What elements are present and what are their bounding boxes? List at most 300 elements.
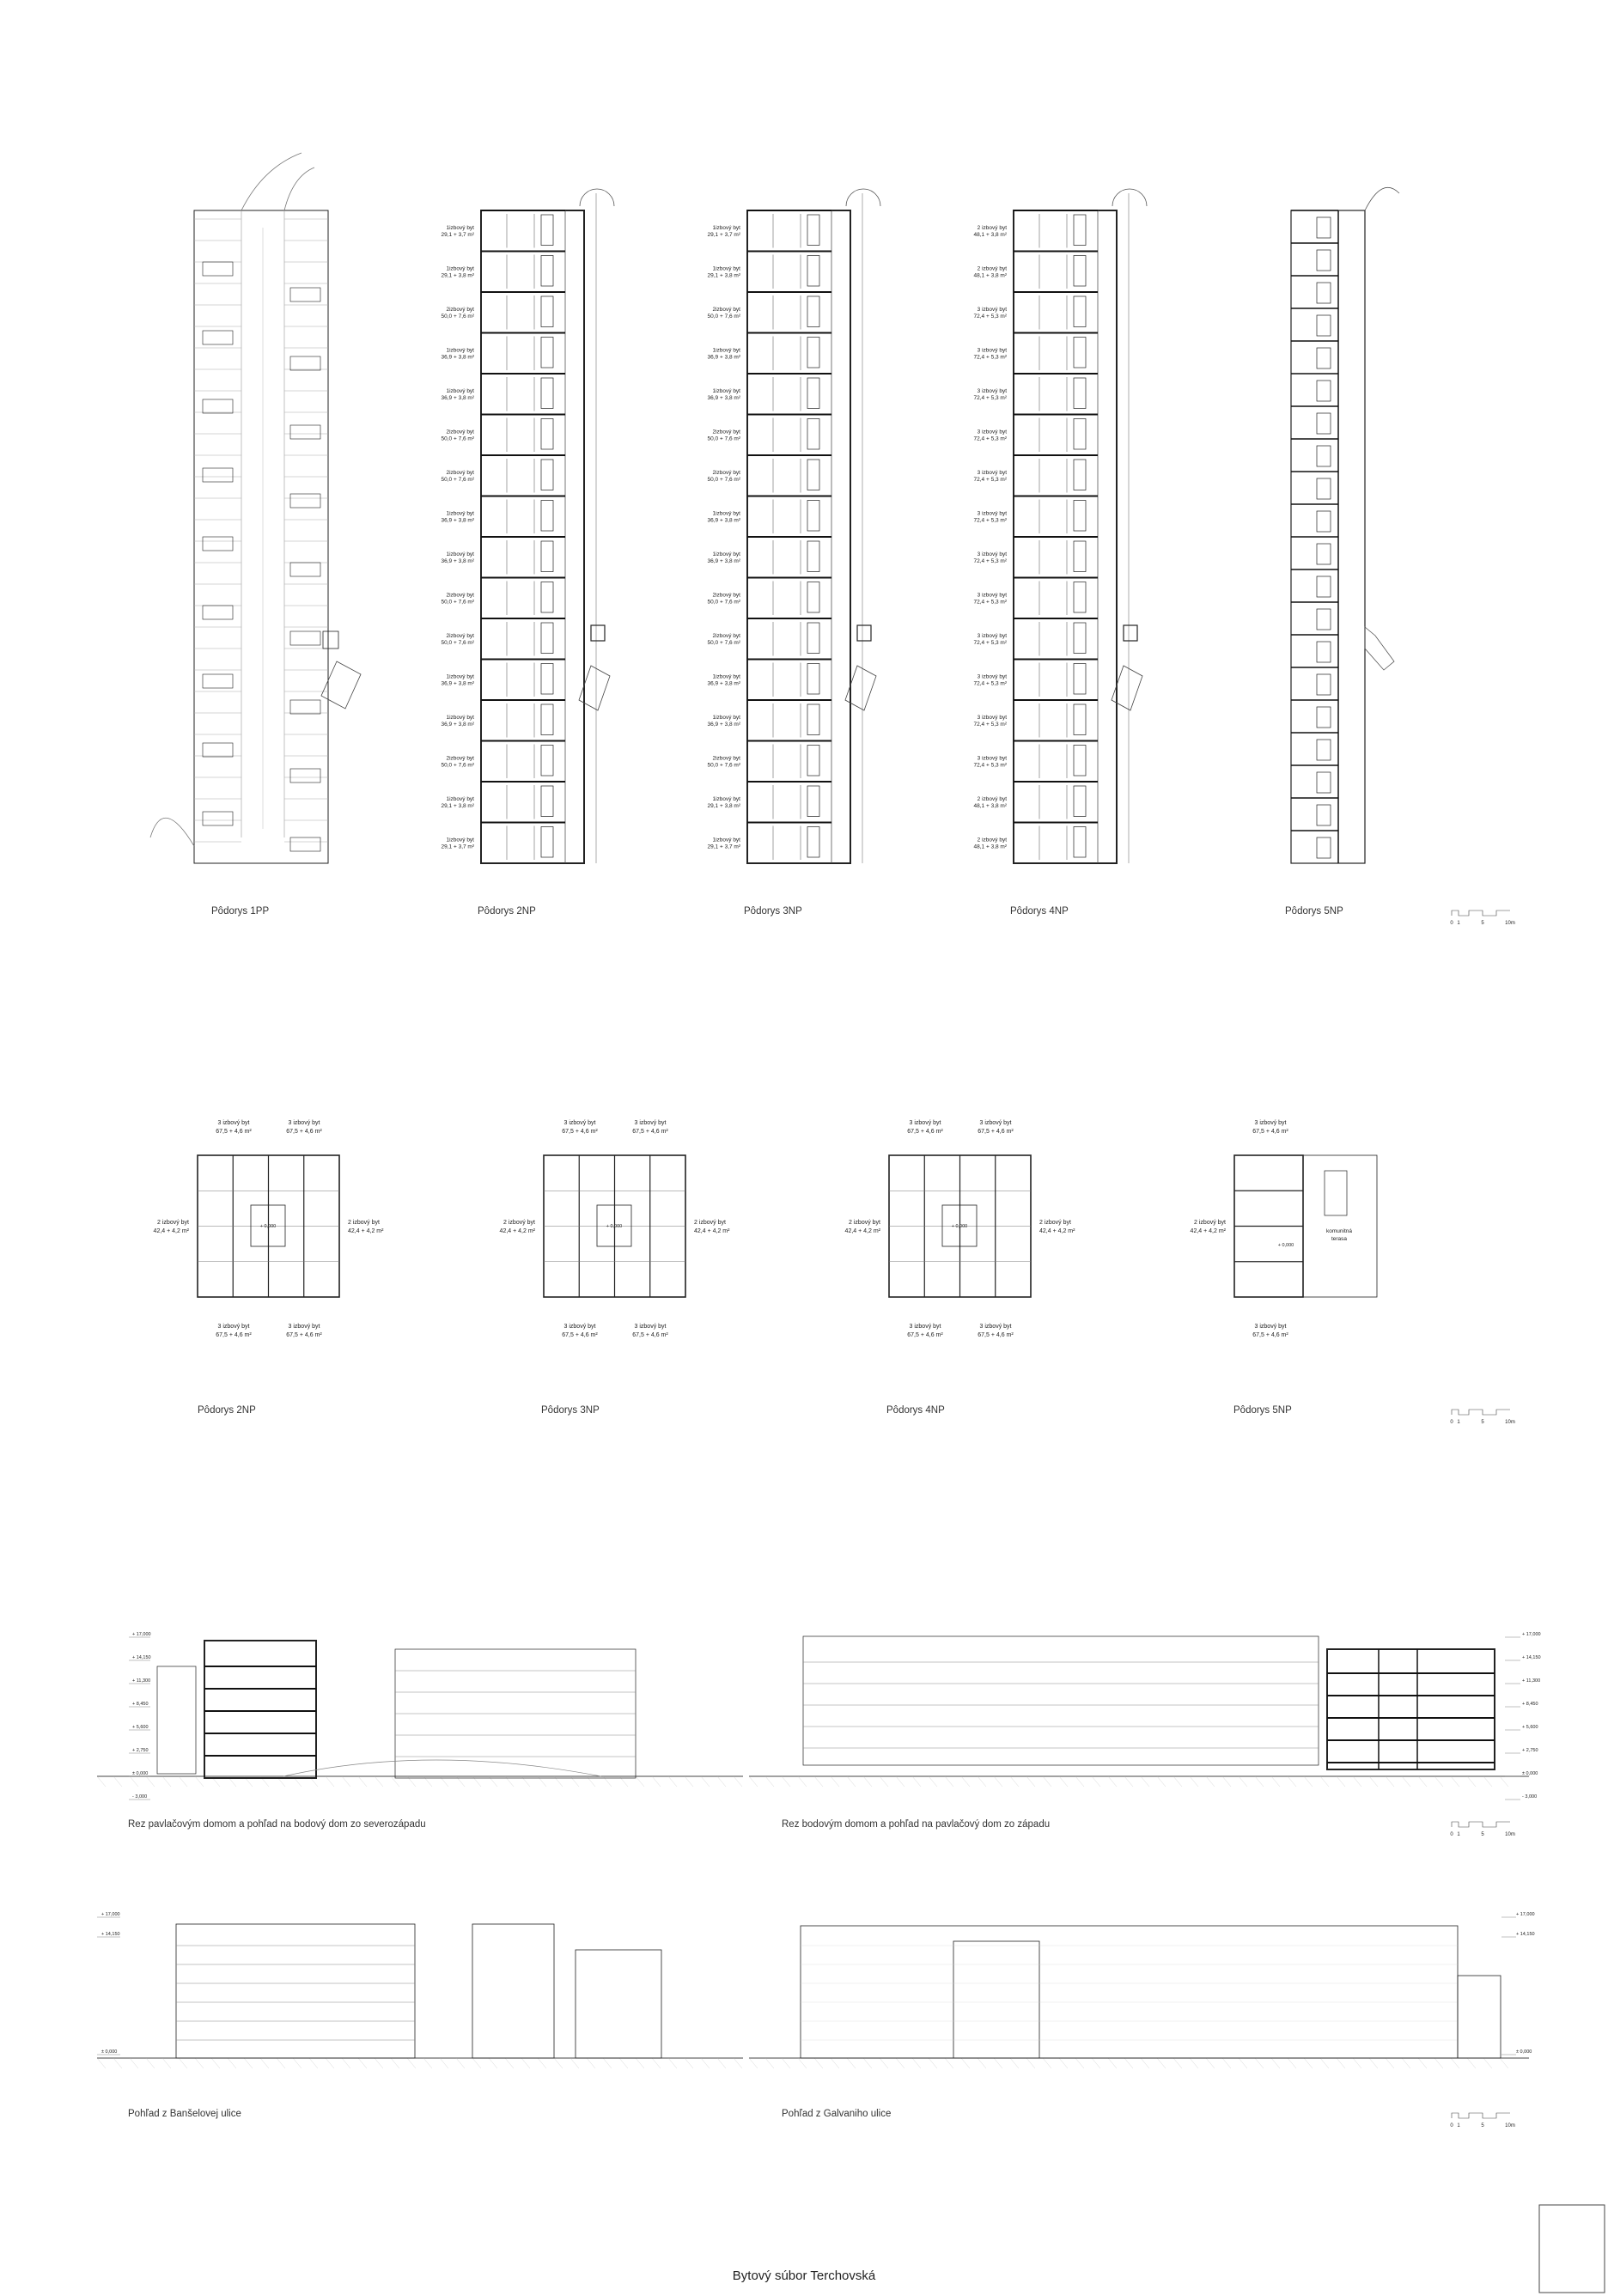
- ground-hatch: [1304, 1776, 1313, 1787]
- unit-type-label: 3 izbový byt: [977, 714, 1007, 721]
- scale-bars: [1450, 910, 1515, 2129]
- unit-area-label: 72,4 + 5,3 m²: [973, 721, 1007, 728]
- ground-hatch: [1059, 2058, 1068, 2068]
- unit-bath: [807, 378, 819, 409]
- ground-hatch: [1190, 2058, 1198, 2068]
- caption-point-3np: Pôdorys 3NP: [541, 1405, 600, 1416]
- ground-hatch: [847, 1776, 856, 1787]
- unit-type-label: 3 izbový byt: [909, 1324, 941, 1330]
- unit-type-label: 3 izbový byt: [288, 1120, 320, 1126]
- ground-hatch: [1320, 1776, 1329, 1787]
- roof-stair-outline: [1365, 627, 1394, 670]
- ground-hatch: [162, 2058, 171, 2068]
- unit-bath: [1074, 541, 1086, 572]
- unit-type-label: 1izbový byt: [446, 551, 474, 557]
- ground-hatch: [1059, 1776, 1068, 1787]
- unit-type-label: 1izbový byt: [712, 673, 740, 680]
- unit-area-label: 72,4 + 5,3 m²: [973, 354, 1007, 361]
- ground-hatch: [685, 2058, 693, 2068]
- level-mark: + 14,150: [1516, 1932, 1535, 1937]
- unit-type-label: 3 izbový byt: [217, 1120, 250, 1126]
- ground-hatch: [668, 1776, 677, 1787]
- section-view-building: [157, 1666, 196, 1774]
- ground-hatch: [1026, 1776, 1035, 1787]
- scale-bar-label: 1: [1457, 921, 1460, 926]
- unit-area-label: 50,0 + 7,6 m²: [441, 435, 474, 442]
- ground-hatch: [978, 2058, 986, 2068]
- roof-unit-core: [1317, 217, 1331, 238]
- ground-hatch: [423, 2058, 432, 2068]
- unit-bath: [807, 746, 819, 776]
- ground-hatch: [880, 1776, 888, 1787]
- unit-bath: [541, 215, 553, 246]
- car-symbol: [203, 674, 233, 688]
- ground-hatch: [211, 2058, 220, 2068]
- elevation-side-building: [1458, 1976, 1501, 2058]
- scale-bar-label: 10m: [1505, 1832, 1515, 1837]
- elevation-building: [472, 1924, 554, 2058]
- unit-type-label: 3 izbový byt: [977, 673, 1007, 680]
- roof-unit-core: [1317, 250, 1331, 271]
- unit-area-label: 72,4 + 5,3 m²: [973, 680, 1007, 687]
- ground-hatch: [1222, 2058, 1231, 2068]
- caption-elev-right: Pohľad z Galvaniho ulice: [782, 2109, 892, 2119]
- ground-hatch: [1157, 1776, 1166, 1787]
- car-symbol: [290, 700, 320, 714]
- sheet-title: Bytový súbor Terchovská: [732, 2269, 876, 2283]
- ground-hatch: [1010, 1776, 1019, 1787]
- level-mark: + 0,000: [951, 1224, 968, 1229]
- ground-hatch: [912, 2058, 921, 2068]
- unit-bath: [1074, 664, 1086, 695]
- ground-hatch: [1288, 1776, 1296, 1787]
- ground-hatch: [1337, 1776, 1345, 1787]
- ground-hatch: [685, 1776, 693, 1787]
- ground-hatch: [749, 2058, 758, 2068]
- ground-hatch: [538, 2058, 546, 2068]
- unit-type-label: 2 izbový byt: [348, 1220, 380, 1226]
- unit-area-label: 42,4 + 4,2 m²: [348, 1228, 384, 1234]
- level-mark: + 14,150: [101, 1932, 120, 1937]
- unit-type-label: 2 izbový byt: [157, 1220, 189, 1226]
- unit-type-label: 3 izbový byt: [977, 592, 1007, 599]
- caption-section-left: Rez pavlačovým domom a pohľad na bodový dom zo severozápadu: [128, 1819, 426, 1830]
- ground-hatch: [375, 2058, 383, 2068]
- ground-hatch: [831, 2058, 839, 2068]
- level-mark: + 14,150: [132, 1655, 151, 1660]
- ground-hatch: [1418, 1776, 1427, 1787]
- unit-area-label: 72,4 + 5,3 m²: [973, 435, 1007, 442]
- ground-hatch: [782, 1776, 790, 1787]
- elevation-building: [576, 1950, 661, 2058]
- ground-hatch: [1467, 1776, 1476, 1787]
- ground-hatch: [407, 2058, 416, 2068]
- ground-hatch: [293, 2058, 302, 2068]
- ground-hatch: [1304, 2058, 1313, 2068]
- ground-hatch: [1434, 1776, 1443, 1787]
- unit-type-label: 2 izbový byt: [849, 1220, 880, 1226]
- scale-bar-label: 5: [1481, 921, 1484, 926]
- unit-bath: [541, 460, 553, 490]
- unit-type-label: 3 izbový byt: [563, 1120, 596, 1126]
- caption-point-4np: Pôdorys 4NP: [886, 1405, 945, 1416]
- car-symbol: [203, 743, 233, 757]
- ground-hatch: [130, 2058, 138, 2068]
- roof-unit-core: [1317, 446, 1331, 466]
- ground-hatch: [1386, 2058, 1394, 2068]
- ground-hatch: [472, 2058, 481, 2068]
- unit-type-label: 1izbový byt: [446, 265, 474, 272]
- ground-hatch: [880, 2058, 888, 2068]
- unit-bath: [541, 296, 553, 327]
- roof-unit-core: [1317, 837, 1331, 858]
- unit-bath: [1074, 746, 1086, 776]
- unit-type-label: 2izbový byt: [446, 632, 474, 639]
- unit-bath: [807, 827, 819, 858]
- ground-hatch: [945, 1776, 953, 1787]
- ground-hatch: [1173, 2058, 1182, 2068]
- ground-hatch: [113, 2058, 122, 2068]
- scale-bar-label: 1: [1457, 1832, 1460, 1837]
- unit-bath: [807, 786, 819, 817]
- unit-area-label: 67,5 + 4,6 m²: [216, 1129, 252, 1135]
- elevations-group: [97, 1912, 1535, 2068]
- unit-type-label: 2izbový byt: [712, 469, 740, 476]
- unit-area-label: 36,9 + 3,8 m²: [441, 354, 474, 361]
- ground-hatch: [456, 2058, 465, 2068]
- unit-area-label: 42,4 + 4,2 m²: [1039, 1228, 1075, 1234]
- ground-hatch: [1043, 2058, 1051, 2068]
- roof-unit-core: [1317, 348, 1331, 368]
- ground-hatch: [765, 2058, 774, 2068]
- ground-hatch: [1092, 1776, 1100, 1787]
- ground-hatch: [734, 1776, 742, 1787]
- unit-bath: [1074, 378, 1086, 409]
- unit-type-label: 3 izbový byt: [979, 1120, 1012, 1126]
- garage-core: [323, 631, 338, 649]
- ground-hatch: [1026, 2058, 1035, 2068]
- unit-type-label: 3 izbový byt: [977, 306, 1007, 313]
- unit-type-label: 1izbový byt: [712, 510, 740, 517]
- car-symbol: [290, 837, 320, 851]
- unit-area-label: 36,9 + 3,8 m²: [707, 721, 740, 728]
- unit-area-label: 29,1 + 3,8 m²: [441, 802, 474, 809]
- ground-hatch: [1402, 2058, 1410, 2068]
- unit-area-label: 72,4 + 5,3 m²: [973, 762, 1007, 769]
- ground-hatch: [863, 2058, 872, 2068]
- ground-hatch: [1434, 2058, 1443, 2068]
- roof-unit-core: [1317, 511, 1331, 532]
- unit-bath: [541, 256, 553, 287]
- unit-area-label: 72,4 + 5,3 m²: [973, 599, 1007, 606]
- unit-bath: [541, 378, 553, 409]
- unit-area-label: 36,9 + 3,8 m²: [441, 394, 474, 401]
- car-symbol: [203, 537, 233, 551]
- ground-hatch: [1173, 1776, 1182, 1787]
- level-mark: ± 0,000: [101, 2049, 118, 2055]
- unit-area-label: 50,0 + 7,6 m²: [707, 599, 740, 606]
- unit-area-label: 36,9 + 3,8 m²: [707, 557, 740, 564]
- ground-hatch: [798, 2058, 807, 2068]
- ground-hatch: [1369, 1776, 1378, 1787]
- car-symbol: [203, 399, 233, 413]
- unit-area-label: 50,0 + 7,6 m²: [441, 313, 474, 320]
- unit-type-label: 2 izbový byt: [503, 1220, 535, 1226]
- scale-bar-label: 1: [1457, 1420, 1460, 1425]
- unit-bath: [1074, 256, 1086, 287]
- ground-hatch: [1386, 1776, 1394, 1787]
- unit-bath: [541, 704, 553, 735]
- car-symbol: [290, 288, 320, 301]
- level-mark: ± 0,000: [132, 1771, 149, 1776]
- unit-type-label: 1izbový byt: [446, 673, 474, 680]
- section-cut-building: [204, 1641, 316, 1778]
- ground-hatch: [1124, 1776, 1133, 1787]
- ground-hatch: [945, 2058, 953, 2068]
- roof-unit-core: [1317, 772, 1331, 793]
- unit-area-label: 50,0 + 7,6 m²: [707, 639, 740, 646]
- ground-hatch: [798, 1776, 807, 1787]
- unit-type-label: 1izbový byt: [712, 837, 740, 843]
- ground-hatch: [1222, 1776, 1231, 1787]
- unit-type-label: 1izbový byt: [446, 510, 474, 517]
- ground-hatch: [734, 2058, 742, 2068]
- ground-hatch: [326, 2058, 334, 2068]
- unit-area-label: 48,1 + 3,8 m²: [973, 843, 1007, 850]
- unit-area-label: 29,1 + 3,7 m²: [707, 231, 740, 238]
- level-mark: ± 0,000: [1522, 1771, 1538, 1776]
- unit-bath: [1074, 296, 1086, 327]
- unit-area-label: 36,9 + 3,8 m²: [707, 354, 740, 361]
- sections-group: [97, 1632, 1541, 1800]
- ground-hatch: [195, 1776, 204, 1787]
- unit-area-label: 72,4 + 5,3 m²: [973, 476, 1007, 483]
- unit-area-label: 50,0 + 7,6 m²: [441, 476, 474, 483]
- unit-area-label: 67,5 + 4,6 m²: [286, 1332, 322, 1338]
- ground-hatch: [814, 2058, 823, 2068]
- unit-area-label: 50,0 + 7,6 m²: [441, 762, 474, 769]
- unit-type-label: 2izbový byt: [712, 306, 740, 313]
- unit-bath: [807, 623, 819, 654]
- unit-bath: [541, 623, 553, 654]
- ground-hatch: [1483, 2058, 1492, 2068]
- unit-type-label: 3 izbový byt: [634, 1120, 667, 1126]
- unit-bath: [541, 582, 553, 613]
- ground-hatch: [1190, 1776, 1198, 1787]
- level-mark: + 17,000: [101, 1912, 120, 1917]
- unit-bath: [1074, 215, 1086, 246]
- level-mark: + 2,750: [1522, 1748, 1538, 1753]
- ground-hatch: [554, 2058, 563, 2068]
- entry-stair-curve: [1112, 189, 1147, 206]
- unit-type-label: 1izbový byt: [712, 714, 740, 721]
- roof-unit-core: [1317, 674, 1331, 695]
- scale-bar-label: 5: [1481, 1832, 1484, 1837]
- level-mark: + 8,450: [1522, 1702, 1538, 1707]
- unit-bath: [541, 664, 553, 695]
- scale-bar: [1452, 2113, 1510, 2118]
- unit-type-label: 2 izbový byt: [1194, 1220, 1226, 1226]
- unit-area-label: 48,1 + 3,8 m²: [973, 272, 1007, 279]
- unit-type-label: 1izbový byt: [712, 551, 740, 557]
- ramp-curve: [150, 818, 194, 846]
- ground-hatch: [358, 1776, 367, 1787]
- unit-type-label: 3 izbový byt: [979, 1324, 1012, 1330]
- ground-hatch: [978, 1776, 986, 1787]
- unit-area-label: 36,9 + 3,8 m²: [707, 394, 740, 401]
- ground-hatch: [1010, 2058, 1019, 2068]
- roof-unit-core: [1317, 740, 1331, 760]
- ground-hatch: [1337, 2058, 1345, 2068]
- car-symbol: [290, 356, 320, 370]
- scale-bar-label: 0: [1450, 2123, 1453, 2129]
- ground-hatch: [1500, 1776, 1508, 1787]
- ground-hatch: [570, 2058, 579, 2068]
- ground-hatch: [113, 1776, 122, 1787]
- level-mark: + 2,750: [132, 1748, 149, 1753]
- roof-unit-core: [1317, 413, 1331, 434]
- unit-area-label: 50,0 + 7,6 m²: [707, 435, 740, 442]
- caption-5np: Pôdorys 5NP: [1285, 906, 1343, 917]
- unit-area-label: 36,9 + 3,8 m²: [441, 680, 474, 687]
- ground-hatch: [1467, 2058, 1476, 2068]
- roof-unit-core: [1317, 544, 1331, 564]
- ground-hatch: [717, 1776, 726, 1787]
- unit-bath: [807, 541, 819, 572]
- level-mark: ± 0,000: [1516, 2049, 1532, 2055]
- level-mark: + 14,150: [1522, 1655, 1541, 1660]
- caption-point-2np: Pôdorys 2NP: [198, 1405, 256, 1416]
- unit-area-label: 67,5 + 4,6 m²: [978, 1129, 1014, 1135]
- car-symbol: [203, 606, 233, 619]
- ground-hatch: [1043, 1776, 1051, 1787]
- unit-bath: [1074, 460, 1086, 490]
- unit-type-label: 2 izbový byt: [977, 265, 1007, 272]
- scale-bar-label: 5: [1481, 1420, 1484, 1425]
- unit-bath: [1074, 419, 1086, 450]
- lift-core: [1124, 625, 1137, 641]
- point-house-plans: [154, 1120, 1377, 1338]
- ground-hatch: [1483, 1776, 1492, 1787]
- unit-area-label: 67,5 + 4,6 m²: [632, 1129, 668, 1135]
- roof-unit-core: [1317, 707, 1331, 728]
- unit-area-label: 42,4 + 4,2 m²: [1190, 1228, 1226, 1234]
- unit-area-label: 42,4 + 4,2 m²: [153, 1228, 189, 1234]
- ground-hatch: [994, 1776, 1002, 1787]
- ground-hatch: [146, 1776, 155, 1787]
- level-mark: - 3,000: [132, 1794, 148, 1800]
- unit-type-label: 2 izbový byt: [977, 795, 1007, 802]
- unit-type-label: 1izbový byt: [712, 265, 740, 272]
- unit-bath: [1074, 786, 1086, 817]
- ground-hatch: [130, 1776, 138, 1787]
- unit-bath: [1074, 704, 1086, 735]
- lift-core: [857, 625, 871, 641]
- unit-bath: [807, 338, 819, 368]
- ground-hatch: [1239, 2058, 1247, 2068]
- scale-bar-label: 10m: [1505, 921, 1515, 926]
- unit-area-label: 72,4 + 5,3 m²: [973, 517, 1007, 524]
- unit-area-label: 50,0 + 7,6 m²: [441, 599, 474, 606]
- terrace-outline: [1303, 1155, 1377, 1297]
- ground-hatch: [1157, 2058, 1166, 2068]
- level-mark: + 0,000: [259, 1224, 277, 1229]
- ground-hatch: [505, 2058, 514, 2068]
- ground-hatch: [1108, 1776, 1117, 1787]
- roof-unit-core: [1317, 576, 1331, 597]
- scale-bar: [1452, 1822, 1510, 1827]
- level-mark: + 5,600: [132, 1725, 149, 1730]
- unit-bath: [541, 419, 553, 450]
- unit-bath: [807, 296, 819, 327]
- ground-hatch: [97, 1776, 106, 1787]
- ground-hatch: [831, 1776, 839, 1787]
- ground-hatch: [1402, 1776, 1410, 1787]
- terrace-label: komunitná: [1326, 1228, 1352, 1234]
- ground-hatch: [668, 2058, 677, 2068]
- level-mark: - 3,000: [1522, 1794, 1538, 1800]
- ground-hatch: [1239, 1776, 1247, 1787]
- ground-hatch: [1255, 1776, 1264, 1787]
- car-symbol: [290, 769, 320, 783]
- roof-unit-core: [1317, 315, 1331, 336]
- unit-type-label: 2izbový byt: [446, 592, 474, 599]
- unit-area-label: 29,1 + 3,8 m²: [707, 272, 740, 279]
- unit-bath: [1074, 623, 1086, 654]
- unit-area-label: 67,5 + 4,6 m²: [1252, 1129, 1288, 1135]
- ground-hatch: [912, 1776, 921, 1787]
- ground-hatch: [863, 1776, 872, 1787]
- unit-bath: [541, 827, 553, 858]
- ground-hatch: [994, 2058, 1002, 2068]
- ground-hatch: [701, 2058, 710, 2068]
- level-mark: + 0,000: [606, 1224, 623, 1229]
- unit-area-label: 48,1 + 3,8 m²: [973, 802, 1007, 809]
- unit-area-label: 29,1 + 3,7 m²: [441, 231, 474, 238]
- car-symbol: [290, 494, 320, 508]
- unit-type-label: 3 izbový byt: [288, 1324, 320, 1330]
- unit-type-label: 3 izbový byt: [563, 1324, 596, 1330]
- level-mark: + 0,000: [1277, 1243, 1294, 1248]
- unit-type-label: 2izbový byt: [446, 429, 474, 435]
- ground-hatch: [440, 2058, 448, 2068]
- unit-bath: [1074, 582, 1086, 613]
- unit-type-label: 3 izbový byt: [909, 1120, 941, 1126]
- ground-hatch: [1451, 2058, 1459, 2068]
- ground-hatch: [1075, 2058, 1084, 2068]
- unit-type-label: 3 izbový byt: [217, 1324, 250, 1330]
- ground-hatch: [1206, 2058, 1215, 2068]
- roof-unit-core: [1317, 283, 1331, 303]
- caption-3np: Pôdorys 3NP: [744, 906, 802, 917]
- unit-area-label: 50,0 + 7,6 m²: [707, 762, 740, 769]
- ground-hatch: [1369, 2058, 1378, 2068]
- ground-hatch: [1418, 2058, 1427, 2068]
- car-symbol: [290, 563, 320, 576]
- scale-bar-label: 10m: [1505, 1420, 1515, 1425]
- scale-bar-label: 0: [1450, 1420, 1453, 1425]
- unit-area-label: 36,9 + 3,8 m²: [707, 517, 740, 524]
- unit-area-label: 72,4 + 5,3 m²: [973, 394, 1007, 401]
- unit-area-label: 29,1 + 3,7 m²: [707, 843, 740, 850]
- unit-type-label: 2izbový byt: [712, 632, 740, 639]
- unit-area-label: 42,4 + 4,2 m²: [499, 1228, 535, 1234]
- ground-hatch: [896, 1776, 904, 1787]
- roof-unit-core: [1317, 805, 1331, 825]
- unit-type-label: 2 izbový byt: [694, 1220, 726, 1226]
- unit-bath: [807, 256, 819, 287]
- ground-hatch: [1353, 1776, 1361, 1787]
